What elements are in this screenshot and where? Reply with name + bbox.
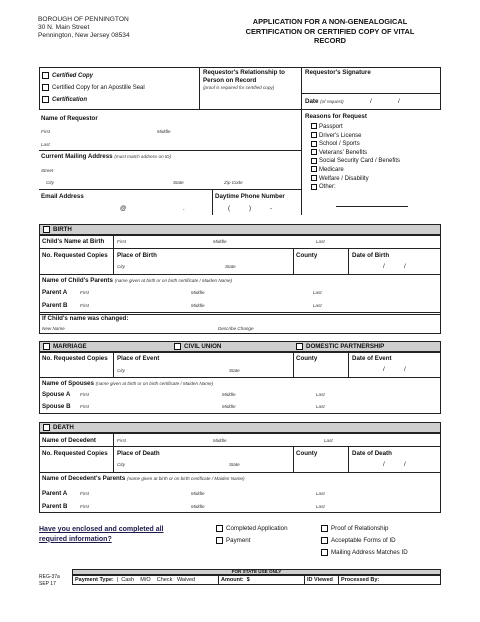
completed-application-option[interactable]: Completed Application [216, 525, 288, 532]
place-of-birth-label: Place of Birth [117, 252, 157, 259]
reason-label: Social Security Card / Benefits [319, 158, 401, 165]
reason-option[interactable] [311, 183, 400, 192]
date-of-event-label: Date of Event [352, 355, 392, 362]
marriage-copies-label: No. Requested Copies [42, 355, 108, 362]
spouse-a-label: Spouse A [42, 391, 71, 398]
reason-label: Other: [319, 184, 336, 191]
marriage-county-label: County [296, 355, 318, 362]
child-parents-label: Name of Child's Parents (name given at birth or on birth certificate / Maiden Name) [42, 277, 233, 284]
reason-label: Welfare / Disability [319, 175, 369, 182]
birth-parent-a-middle: Middle [191, 290, 205, 295]
street-label: Street [41, 168, 54, 173]
email-label: Email Address [41, 193, 84, 200]
reasons-label: Reasons for Request [305, 113, 367, 120]
requestor-last: Last [41, 142, 50, 147]
name-changed-label: If Child's name was changed: [42, 315, 129, 322]
phone-paren-close: ) [249, 205, 252, 212]
reason-label: Driver's License [319, 132, 362, 139]
date-of-death-label: Date of Death [352, 450, 392, 457]
death-parent-b-last: Last [316, 504, 325, 509]
new-name-label: New Name [42, 326, 65, 331]
spouse-b-middle: Middle [222, 404, 236, 409]
zip-label: Zip Code [224, 180, 243, 185]
reason-label: Veterans' Benefits [319, 149, 368, 156]
phone-label: Daytime Phone Number [215, 193, 285, 200]
form-reg: REG-37a [39, 574, 60, 580]
birth-state: State [225, 264, 236, 269]
decedent-first: First [117, 438, 126, 443]
other-line [336, 206, 408, 207]
proof-relationship-checkbox[interactable] [321, 525, 328, 532]
decedent-label: Name of Decedent [42, 437, 96, 444]
certification-option[interactable]: Certification [42, 96, 87, 103]
phone-paren-open: ( [228, 205, 231, 212]
spouse-b-first: First [80, 404, 89, 409]
amount-label: Amount: $ [221, 577, 250, 583]
child-middle: Middle [213, 239, 227, 244]
civil-union-checkbox[interactable] [174, 343, 181, 350]
certification-checkbox[interactable] [42, 96, 49, 103]
form-date: SEP 17 [39, 580, 56, 587]
birth-parent-a-last: Last [313, 290, 322, 295]
reason-checkbox[interactable] [311, 123, 317, 129]
place-of-event-label: Place of Event [117, 355, 160, 362]
reason-label: Medicare [319, 166, 344, 173]
reason-option[interactable] [311, 149, 400, 158]
death-city: City [117, 462, 125, 467]
phone-dash: - [270, 205, 273, 212]
reason-checkbox[interactable] [311, 141, 317, 147]
spouse-a-middle: Middle [222, 392, 236, 397]
requestor-name-label: Name of Requestor [41, 115, 98, 122]
birth-checkbox[interactable] [43, 226, 50, 233]
spouse-a-first: First [80, 392, 89, 397]
child-name-label: Child's Name at Birth [42, 238, 105, 245]
reason-option[interactable] [311, 123, 400, 132]
marriage-city: City [117, 368, 125, 373]
borough-address [38, 16, 130, 40]
state-label: State [173, 180, 184, 185]
death-parent-b-first: First [80, 504, 89, 509]
death-parent-b: Parent B [42, 503, 68, 510]
reason-checkbox[interactable] [311, 149, 317, 155]
relationship-note: (proof is required for certified copy) [203, 85, 275, 90]
reason-option[interactable] [311, 132, 400, 141]
forms-id-checkbox[interactable] [321, 537, 328, 544]
spouses-label: Name of Spouses (name given at birth or on birth certificate / Maiden Name) [42, 380, 214, 387]
death-state: State [229, 462, 240, 467]
requestor-first: First [41, 129, 50, 134]
birth-county-label: County [296, 252, 318, 259]
date-slash-1: / [370, 98, 372, 105]
birth-box [39, 235, 441, 315]
reason-checkbox[interactable] [311, 166, 317, 172]
reasons-list [311, 123, 400, 192]
reason-checkbox[interactable] [311, 175, 317, 181]
payment-option[interactable]: Payment [216, 537, 250, 544]
borough-name: BOROUGH OF PENNINGTON [38, 16, 129, 23]
reason-checkbox[interactable] [311, 184, 317, 190]
child-last: Last [316, 239, 325, 244]
payment-checkbox[interactable] [216, 537, 223, 544]
reason-checkbox[interactable] [311, 158, 317, 164]
signature-label: Requestor's Signature [305, 69, 371, 76]
death-copies-label: No. Requested Copies [42, 450, 108, 457]
birth-parent-a-first: First [80, 290, 89, 295]
death-parent-a-middle: Middle [191, 491, 205, 496]
death-county-label: County [296, 450, 318, 457]
form-title [230, 17, 430, 46]
reason-label: Passport [319, 124, 343, 130]
spouse-a-last: Last [316, 392, 325, 397]
mailing-address-label: Current Mailing Address (must match address on ID) [41, 153, 172, 160]
marriage-section-bar: MARRIAGE CIVIL UNION DOMESTIC PARTNERSHIP [39, 341, 441, 352]
marriage-checkbox[interactable] [43, 343, 50, 350]
date-slash-2: / [398, 98, 400, 105]
checklist-title: Have you enclosed and completed all required information? [39, 526, 164, 543]
reason-checkbox[interactable] [311, 132, 317, 138]
completed-application-checkbox[interactable] [216, 525, 223, 532]
reason-option[interactable] [311, 157, 400, 166]
birth-parent-b: Parent B [42, 302, 68, 309]
birth-parent-b-first: First [80, 303, 89, 308]
address-match-checkbox[interactable] [321, 549, 328, 556]
date-of-birth-label: Date of Birth [352, 252, 390, 259]
apostille-option[interactable]: Certified Copy for an Apostille Seal [42, 84, 145, 91]
death-checkbox[interactable] [43, 424, 50, 431]
child-first: First [117, 239, 126, 244]
describe-change-label: Describe Change [218, 326, 254, 331]
city-label: City [46, 180, 54, 185]
decedent-middle: Middle [213, 438, 227, 443]
state-use-bar: FOR STATE USE ONLY [72, 569, 441, 575]
birth-parent-b-last: Last [313, 303, 322, 308]
reason-option[interactable] [311, 175, 400, 184]
death-parent-a-last: Last [316, 491, 325, 496]
form-title-line2: CERTIFICATION OR CERTIFIED COPY OF VITAL RECORD [245, 26, 415, 45]
death-box [39, 433, 441, 513]
birth-city: City [117, 264, 125, 269]
birth-parent-b-middle: Middle [191, 303, 205, 308]
address-match-option[interactable]: Mailing Address Matches ID [321, 549, 408, 556]
certified-copy-checkbox[interactable] [42, 72, 49, 79]
processed-by-label: Processed By: [341, 577, 380, 583]
payment-type-row: Payment Type: | Cash M/O Check Waived [75, 577, 196, 583]
death-section-bar: DEATH [39, 422, 441, 433]
date-label: Date (of request) [305, 98, 344, 105]
death-parent-b-middle: Middle [191, 504, 205, 509]
form-code [39, 574, 60, 587]
requestor-middle: Middle [157, 129, 171, 134]
reason-option[interactable] [311, 140, 400, 149]
form-title-line1: APPLICATION FOR A NON-GENEALOGICAL [252, 17, 408, 26]
borough-street: 30 N. Main Street [38, 24, 90, 31]
spouse-b-label: Spouse B [42, 403, 71, 410]
decedent-parents-label: Name of Decedent's Parents (name given at birth or on birth certificate / Maiden Name) [42, 475, 245, 482]
reason-option[interactable] [311, 166, 400, 175]
email-dot: . [183, 205, 185, 212]
email-at: @ [120, 205, 127, 212]
place-of-death-label: Place of Death [117, 450, 160, 457]
proof-relationship-option[interactable]: Proof of Relationship [321, 525, 388, 532]
id-viewed-label: ID Viewed [307, 577, 333, 583]
death-parent-a: Parent A [42, 490, 68, 497]
birth-parent-a: Parent A [42, 289, 68, 296]
reason-label: School / Sports [319, 141, 360, 148]
relationship-label: Requestor's Relationship to Person on Record [203, 69, 285, 84]
domestic-partnership-checkbox[interactable] [296, 343, 303, 350]
death-parent-a-first: First [80, 491, 89, 496]
certified-copy-option[interactable]: Certified Copy [42, 72, 93, 79]
marriage-state: State [229, 368, 240, 373]
birth-section-bar: BIRTH [39, 224, 441, 235]
spouse-b-last: Last [316, 404, 325, 409]
apostille-checkbox[interactable] [42, 84, 49, 91]
decedent-last: Last [324, 438, 333, 443]
birth-copies-label: No. Requested Copies [42, 252, 108, 259]
forms-id-option[interactable]: Acceptable Forms of ID [321, 537, 396, 544]
borough-city: Pennington, New Jersey 08534 [38, 32, 130, 39]
